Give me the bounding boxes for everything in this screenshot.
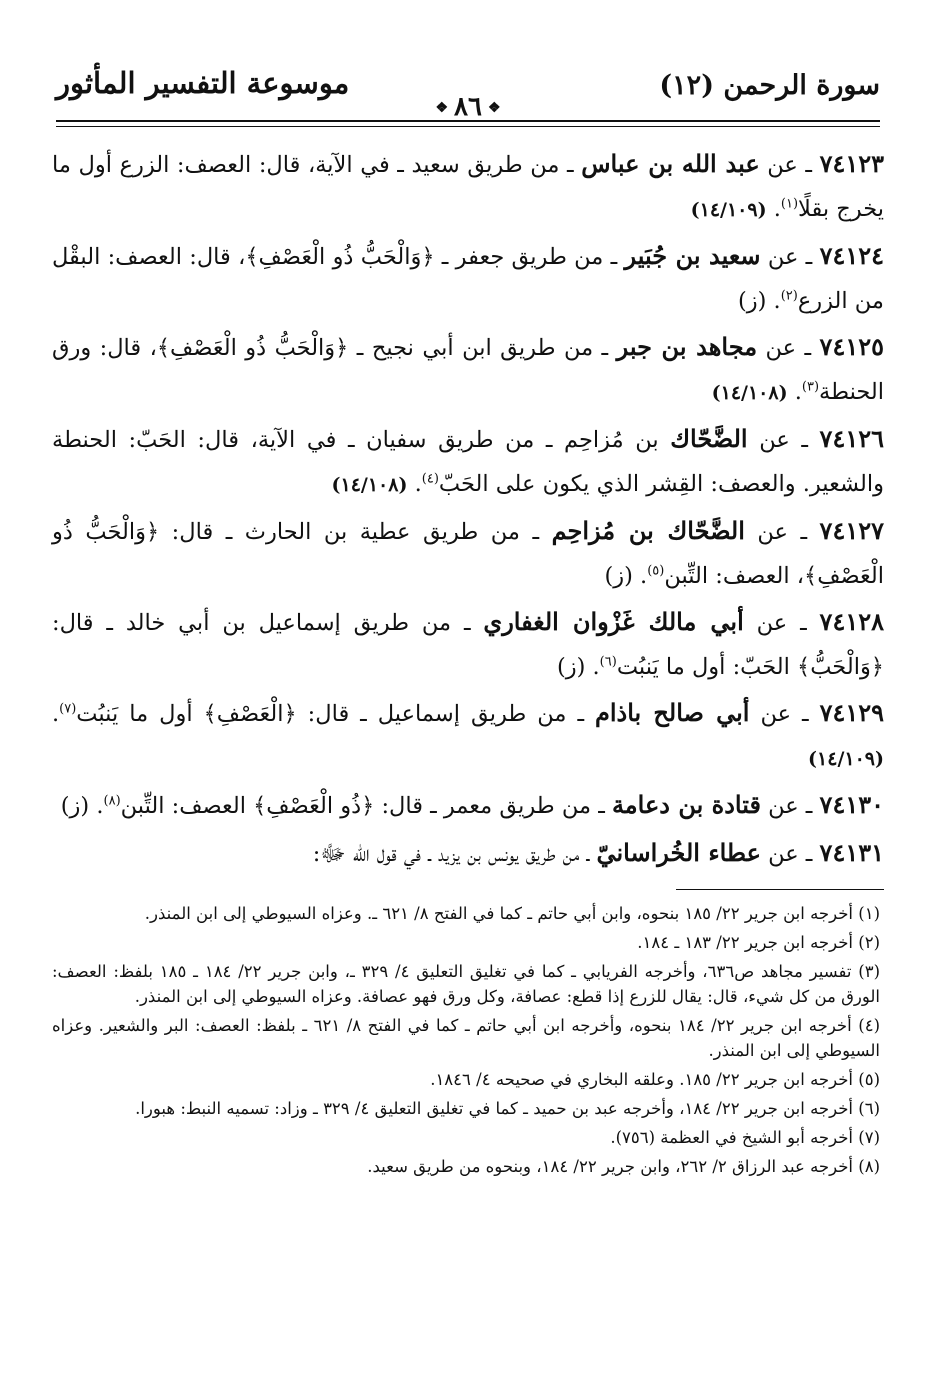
- entry-number: ٧٤١٢٩: [819, 698, 885, 727]
- footnote-marker: (٢): [780, 288, 798, 303]
- footnote-marker: (٨): [103, 793, 121, 809]
- header-book-title: موسوعة التفسير المأثور: [56, 66, 350, 100]
- header-rule-thin: [56, 126, 880, 127]
- entry-text: ـ عن: [743, 610, 820, 636]
- entry-number: ٧٤١٢٧: [819, 516, 884, 545]
- entry-text: ـ من طريق معمر ـ قال: ﴿ذُو الْعَصْفِ﴾ العصف: التِّبن: [120, 793, 612, 819]
- footnote: (٧) أخرجه أبو الشيخ في العظمة (٧٥٦).: [610, 1128, 880, 1147]
- footnote-marker: (٣): [801, 379, 820, 394]
- narrator-name: قتادة بن دعامة: [611, 790, 761, 819]
- entry-number: ٧٤١٢٨: [819, 607, 884, 636]
- entry-number: ٧٤١٢٥: [819, 332, 884, 361]
- entry-number: ٧٤١٢٣: [819, 149, 885, 178]
- entry-text: .: [766, 195, 781, 222]
- entry-text: ـ عن: [747, 427, 820, 453]
- entry-text: .: [407, 470, 422, 497]
- volume-page-reference: (١٤/١٠٨): [331, 473, 408, 496]
- narrator-name: أبي صالح باذام: [595, 698, 750, 727]
- footnote-marker: (٥): [647, 563, 665, 578]
- ornament-icon: ❖: [435, 100, 449, 116]
- entry-text: . (ز): [556, 653, 600, 680]
- running-header: [56, 58, 880, 126]
- narrator-name: الضَّحّاك: [670, 424, 748, 453]
- entry-number: ٧٤١٣٠: [819, 790, 884, 819]
- footnote: (٢) أخرجه ابن جرير ٢٢/ ١٨٣ ـ ١٨٤.: [637, 933, 880, 952]
- entry-text: ـ من طريق ابن أبي نجيح ـ ﴿وَالْحَبُّ ذُو الْعَصْفِ﴾، قال: ورق الحنطة: [52, 335, 884, 405]
- header-rule: [56, 120, 880, 122]
- entry-number: ٧٤١٢٤: [819, 241, 885, 270]
- entry-text: .: [787, 378, 802, 405]
- entry-number: ٧٤١٢٦: [819, 424, 884, 453]
- header-surah-title: سورة الرحمن (١٢): [659, 70, 880, 101]
- page-number: [429, 92, 506, 122]
- footnote-marker: (٧): [59, 701, 77, 717]
- narrator-name: مجاهد بن جبر: [616, 332, 758, 361]
- footnote-marker: (٤): [421, 471, 439, 486]
- footnote: (١) أخرجه ابن جرير ٢٢/ ١٨٥ بنحوه، وابن أبي حاتم ـ كما في الفتح ٨/ ٦٢١ ـ. وعزاه السيوطي إلى ابن المنذر.: [144, 904, 880, 923]
- narration-entry: [52, 234, 884, 323]
- narration-entry: [52, 600, 884, 689]
- footnotes: [52, 901, 880, 1183]
- entry-text: ـ من طريق إسماعيل ـ قال: ﴿الْعَصْفِ﴾ أول ما يَنبُت: [76, 701, 596, 727]
- entry-text: بن مُزاحِم ـ من طريق سفيان ـ في الآية، قال: الحَبّ: الحنطة والشعير. والعصف: القِشر الذي يكون على الحَبّ: [52, 427, 884, 497]
- narration-entry: [52, 509, 884, 598]
- narration-entry: [52, 142, 884, 232]
- entry-text: ـ من طريق يونس بن يزيد ـ في قول الله ﷻ:: [312, 840, 597, 867]
- entry-text: . (ز): [737, 287, 781, 314]
- narrator-name: سعيد بن جُبَير: [624, 241, 761, 270]
- entry-text: ـ عن: [757, 335, 820, 361]
- narrator-name: عطاء الخُراسانيّ: [596, 837, 761, 867]
- entry-text: . (ز): [604, 562, 648, 589]
- page-number-value: ٨٦: [454, 92, 482, 122]
- entry-text: ـ من طريق عطية بن الحارث ـ قال: ﴿وَالْحَبُّ ذُو الْعَصْفِ﴾، العصف: التِّبن: [52, 519, 884, 589]
- narrator-name: أبي مالك غَزْوان الغفاري: [483, 607, 744, 636]
- ornament-icon: ❖: [487, 100, 501, 116]
- narration-entry: [52, 691, 884, 781]
- entry-text: ـ من طريق جعفر ـ ﴿وَالْحَبُّ ذُو الْعَصْفِ﴾، قال: العصف: البقْل من الزرع: [52, 244, 884, 314]
- entry-text: ـ عن: [759, 152, 820, 178]
- entry-text: ـ من طريق إسماعيل بن أبي خالد ـ قال: ﴿وَالْحَبُّ﴾ الحَبّ: أول ما يَنبُت: [52, 610, 884, 680]
- narrator-name: عبد الله بن عباس: [581, 149, 760, 178]
- footnote-marker: (٦): [599, 654, 617, 669]
- entry-text: ـ عن: [744, 519, 820, 545]
- entry-text: . (ز): [60, 793, 104, 819]
- footnote: (٨) أخرجه عبد الرزاق ٢/ ٢٦٢، وابن جرير ٢٢/ ١٨٤، وبنحوه من طريق سعيد.: [367, 1157, 880, 1176]
- narration-entry: [52, 783, 884, 829]
- entry-text: ـ عن: [760, 244, 820, 270]
- entry-text: ـ عن: [749, 701, 820, 727]
- footnote-marker: (١): [780, 196, 799, 211]
- entry-number: ٧٤١٣١: [819, 837, 884, 867]
- volume-page-reference: (١٤/١٠٨): [711, 381, 788, 404]
- main-text: [52, 142, 884, 876]
- footnote: (٥) أخرجه ابن جرير ٢٢/ ١٨٥. وعلقه البخاري في صحيحه ٤/ ١٨٤٦.: [430, 1070, 880, 1089]
- narrator-name: الضَّحّاك بن مُزاحِم: [551, 516, 745, 545]
- footnote: (٣) تفسير مجاهد ص٦٣٦، وأخرجه الفريابي ـ كما في تغليق التعليق ٤/ ٣٢٩ ـ، وابن جرير ٢٢/ ١٨٤ ـ ١٨٥ بلفظ: العصف: الورق من كل شيء، قال: يقال للزرع إذا قطع: عصافة، وكل ورق فهو عصافة. وعزاه السيوطي إلى ابن المنذر.: [52, 962, 880, 1006]
- footnote: (٤) أخرجه ابن جرير ٢٢/ ١٨٤ بنحوه، وأخرجه ابن أبي حاتم ـ كما في الفتح ٨/ ٦٢١ ـ بلفظ: العصف: البر والشعير. وعزاه السيوطي إلى ابن المنذر.: [52, 1016, 880, 1060]
- narration-entry: [52, 417, 884, 507]
- entry-text: ـ عن: [760, 840, 820, 867]
- footnote-separator: [676, 889, 884, 890]
- footnote: (٦) أخرجه ابن جرير ٢٢/ ١٨٤، وأخرجه عبد بن حميد ـ كما في تغليق التعليق ٤/ ٣٢٩ ـ وزاد: تسميه النبط: هبورا.: [135, 1099, 880, 1118]
- narration-entry: [52, 325, 884, 415]
- volume-page-reference: (١٤/١٠٩): [690, 198, 767, 221]
- entry-text: .: [52, 701, 60, 727]
- volume-page-reference: (١٤/١٠٩): [808, 747, 884, 770]
- entry-text: ـ عن: [760, 793, 820, 819]
- entry-text: ـ من طريق سعيد ـ في الآية، قال: العصف: الزرع أول ما يخرج بقلًا: [52, 152, 884, 222]
- narration-entry: [52, 831, 884, 877]
